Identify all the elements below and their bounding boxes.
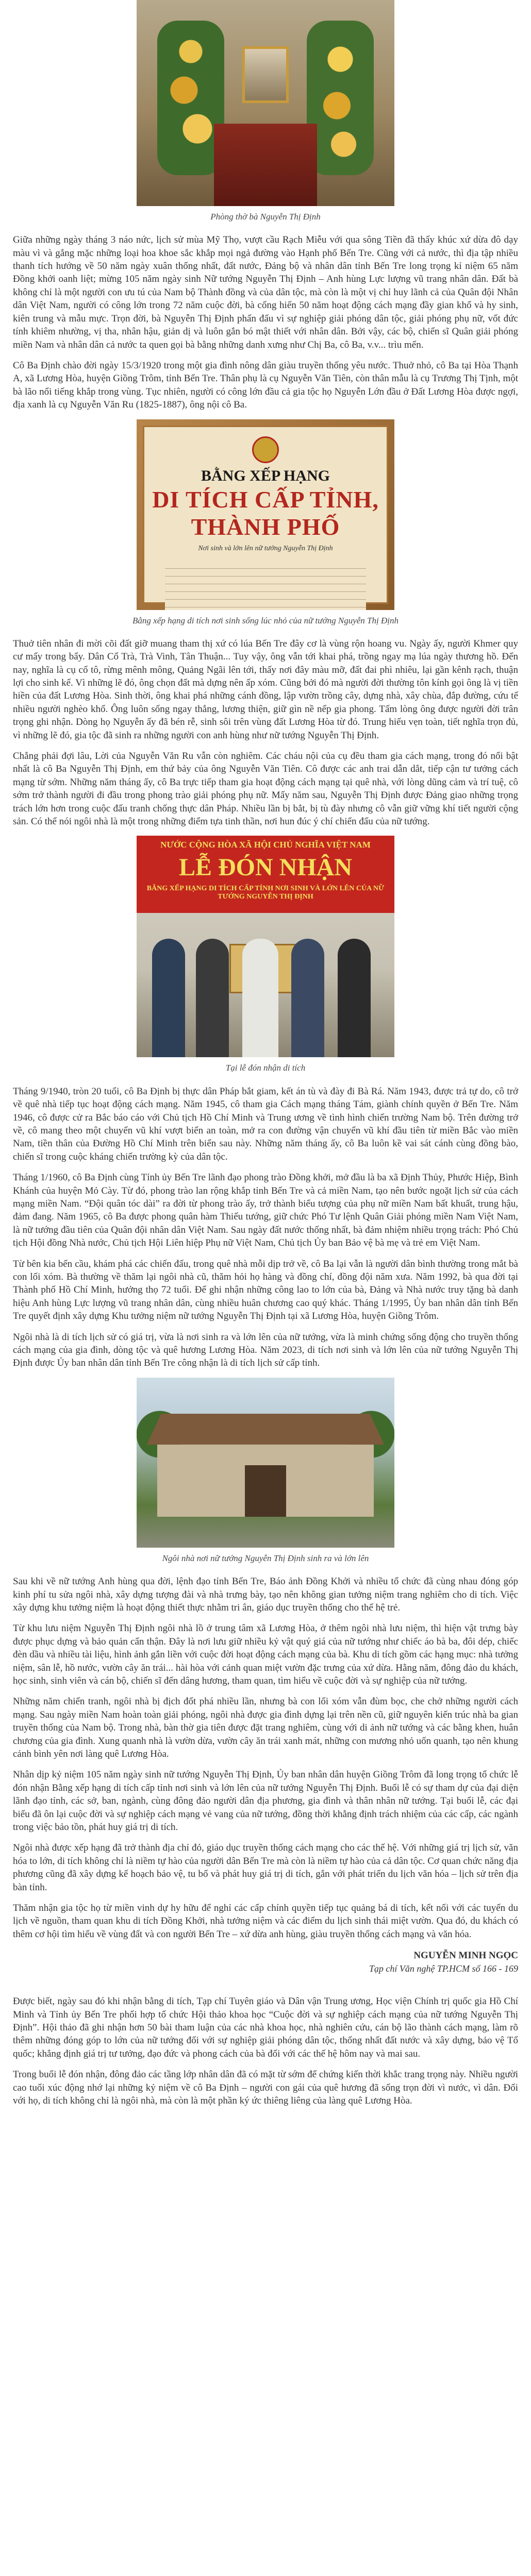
- paragraph-5: Tháng 9/1940, tròn 20 tuổi, cô Ba Định bị thực dân Pháp bắt giam, kết án tù và đày đi Bà Rá. Năm 1943, được trả tự do, cô trở về quê nhà tiếp tục hoạt động cách mạng. Năm 1945, cô tham gia Cách mạng tháng Tám, giành chính quyền ở Bến Tre. Năm 1946, cô được cử ra Bắc báo cáo với Chủ tịch Hồ Chí Minh và Trung ương về tình hình chiến trường Nam bộ. Trên đường trở về, cô mang theo một chuyến vũ khí vượt biển an toàn, mở ra con đường vận chuyển vũ khí đầu tiên từ miền Bắc vào miền Nam, tiền thân của Đường Hồ Chí Minh trên biển sau này. Những năm tháng ấy, cô Ba luôn kề vai sát cánh cùng đồng bào, chiến sĩ trong cuộc kháng chiến trường kỳ của dân tộc.: [13, 1086, 518, 1162]
- paragraph-15: Được biết, ngày sau đó khi nhận bằng di tích, Tạp chí Tuyên giáo và Dân vận Trung ương, Học viện Chính trị quốc gia Hồ Chí Minh và Tỉnh ủy Bến Tre phối hợp tổ chức Hội thảo khoa học “Cuộc đời và sự nghiệp cách mạng của nữ tướng Nguyễn Thị Định”. Hội thảo đã ghi nhận hơn 50 bài tham luận của các nhà khoa học, nhà nghiên cứu, cán bộ lão thành cách mạng, làm rõ thêm những đóng góp to lớn của nữ tướng đối với sự nghiệp giải phóng dân tộc, thống nhất đất nước và xây dựng, bảo vệ Tổ quốc; khẳng định giá trị tư tưởng, đạo đức và phong cách của bà đối với các thế hệ hôm nay và mai sau.: [13, 1996, 518, 2059]
- paragraph-11: Những năm chiến tranh, ngôi nhà bị địch đốt phá nhiều lần, nhưng bà con lối xóm vẫn đùm bọc, che chở những người cách mạng. Sau ngày miền Nam hoàn toàn giải phóng, ngôi nhà được gia đình dựng lại trên nền cũ, giữ nguyên kiến trúc nhà ba gian truyền thống của Nam bộ. Trong nhà, bàn thờ gia tiên được đặt trang nghiêm, cùng với di ảnh nữ tướng và các bằng khen, huân chương của gia đình. Xung quanh nhà là vườn dừa, vườn cây ăn trái xanh mát, những con mương nhỏ uốn quanh, tạo nên khung cảnh bình yên nơi làng quê Lương Hòa.: [13, 1696, 518, 1759]
- portrait-frame: [242, 46, 289, 103]
- paragraph-2: Cô Ba Định chào đời ngày 15/3/1920 trong một gia đình nông dân giàu truyền thống yêu nước. Thuở nhỏ, cô Ba tại Hòa Thạnh A, xã Lương Hòa, huyện Giồng Trôm, tỉnh Bến Tre. Thân phụ là cụ Nguyễn Văn Tiên, còn thân mẫu là cụ Trương Thị Tịnh, một bà lão nổi tiếng khắp trong vùng. Tục nhiên, người có công lớn đầu cả gia tộc họ Nguyễn Lớn đầu ở Đất Lương Hòa được ngợi, địa xanh là cụ Nguyễn Văn Ru (1825-1887), ông nội cô Ba.: [13, 360, 518, 411]
- photo-caption-4: Ngôi nhà nơi nữ tướng Nguyễn Thị Định sinh ra và lớn lên: [162, 1553, 369, 1563]
- banner-title: LỄ ĐÓN NHẬN: [178, 854, 353, 882]
- paragraph-14: Thăm nhận gia tộc họ từ miền vinh dự hy hữu để nghỉ các cấp chính quyền tiếp tục quảng bá di tích, kết nối với các tuyến du lịch về nguồn, tham quan khu di tích Đồng Khởi, nhà tưởng niệm và các điểm du lịch sinh thái miệt vườn. Qua đó, du khách có thêm cơ hội tìm hiểu về vùng đất và con người Bến Tre – xứ dừa anh hùng, giàu truyền thống cách mạng và văn hóa.: [13, 1903, 518, 1940]
- national-emblem-icon: [252, 436, 279, 463]
- paragraph-3: Thuở tiên nhân đi mời cõi đất giỡ muang tham thị xứ có lúa Bến Tre đây cơ là vùng rộn hoang vu. Ngày ấy, người Khmer quy cư mấy trong bẩy. Dân Cổ Trà, Trà Vinh, Tân Thuận... Tuy vậy, ông vẫn tới khai phá, trồng ngay mạ lúa ngày thương hồ. Đến nay, nghĩa là cụ cố tô, rừng mênh mông, Quảng Ngãi lên tới, thấy nơi đây màu mỡ, đất đai phì nhiêu, lại gần kênh rạch, thuận lợi cho sinh kế. Vì những lẽ đó, ông chọn đất mà dựng nên ấp xóm. Cũng bởi đó mà người đời thường tôn kính gọi ông là vị tiền hiền của đất Lương Hòa. Sinh thời, ông khai phá những cánh đồng, lập vườn trồng cây, dựng nhà, xây chùa, đắp đường, cứu tế nhiều người nghèo khổ. Ông luôn sống ngay thẳng, lương thiện, giữ gìn nề nếp gia phong. Tấm lòng ông được người đời trân trọng ghi nhận. Dòng họ Nguyễn ấy đã bén rễ, sinh sôi trên vùng đất Lương Hòa từ đó. Trung hiếu vẹn toàn, tiết nghĩa trọn đủ, vì những lẽ đó, gia tộc đã sinh ra những người con anh hùng như nữ tướng Nguyễn Thị Định.: [13, 638, 518, 741]
- certificate: [143, 426, 388, 604]
- paragraph-13: Ngôi nhà được xếp hạng đã trở thành địa chỉ đỏ, giáo dục truyền thống cách mạng cho các thế hệ. Với những giá trị lịch sử, văn hóa to lớn, di tích không chỉ là niềm tự hào của người dân Bến Tre mà còn là niềm tự hào của cả dân tộc. Cơ quan chức năng địa phương cũng đã xây dựng kế hoạch bảo vệ, tu bổ và phát huy giá trị di tích, gắn với phát triển du lịch văn hóa – lịch sử trên địa bàn tỉnh.: [13, 1842, 518, 1893]
- certificate-title: BẰNG XẾP HẠNG: [201, 467, 330, 484]
- person: [152, 939, 185, 1057]
- paragraph-16: Trong buổi lễ đón nhận, đông đảo các tầng lớp nhân dân đã có mặt từ sớm để chứng kiến thời khắc trang trọng này. Nhiều người cao tuổi xúc động nhớ lại những kỷ niệm về cô Ba Định – người con gái của quê hương đã sống trọn đời vì nước, vì dân. Đối với họ, di tích không chỉ là ngôi nhà, mà còn là một phần ký ức thiêng liêng của làng quê Lương Hòa.: [13, 2069, 518, 2107]
- photo-ceremony: [137, 836, 394, 1057]
- photo-altar: [137, 0, 394, 206]
- banner-subtitle: BẰNG XẾP HẠNG DI TÍCH CẤP TỈNH NƠI SINH VÀ LỚN LÊN CỦA NỮ TƯỚNG NGUYỄN THỊ ĐỊNH: [146, 885, 385, 901]
- house-door: [245, 1465, 286, 1517]
- certificate-subtitle: Nơi sinh và lớn lên nữ tướng Nguyễn Thị Định: [198, 544, 333, 552]
- photo-certificate: [137, 419, 394, 610]
- house-roof: [147, 1414, 384, 1445]
- author-name: NGUYỄN MINH NGỌC: [413, 1950, 518, 1961]
- person: [242, 939, 278, 1057]
- photo-caption-2: Bằng xếp hạng di tích nơi sinh sống lúc nhỏ của nữ tướng Nguyễn Thị Định: [132, 615, 399, 625]
- paragraph-1: Giữa những ngày tháng 3 náo nức, lịch sử mùa Mỹ Thọ, vượt cầu Rạch Miễu với qua sông Tiền đã thấy khúc xứ dừa đô dạy màu vì và gắng mặc những loại hoa khoe sắc khắp mọi ngả đường vào Hạnh phố Bến Tre. Cũng với cả nước, thì địa tập nhiều thanh tích hướng về 50 năm ngày xuân thống nhất, đất nước, Đảng bộ và nhân dân tỉnh Bến Tre long trọng kỉ niệm 65 năm Đồng khởi oanh liệt; mừng 105 năm ngày sinh Nữ tướng Nguyễn Thị Định – Anh hùng Lực lượng vũ trang nhân dân. Đất bà không chỉ là một người con ưu tú của Nam bộ Thành đồng và của dân tộc, mà còn là một vị chỉ huy lãnh cả của Quân đội Nhân dân Việt Nam, người có công lớn trong 72 năm cuộc đời, bà cống hiến 50 năm hoạt động cách mạng đầy gian khổ và hy sinh, kiên trung và mẫu mực. Trọn đời, bà Nguyễn Thị Định phấn đấu vì sự nghiệp giải phóng dân tộc, giải phóng phụ nữ, vốt đức tính khiêm nhường, vị tha, nhân hậu, giản dị và luôn gắn bó mật thiết với nhân dân. Bởi vậy, các bộ, chiến sĩ Quân giải phóng miền Nam và nhân dân cả nước ta quen gọi bà bằng những danh xưng như Chị Ba, cô Ba, v.v... trìu mến.: [13, 234, 518, 350]
- paragraph-4: Chẳng phải đợi lâu, Lời của Nguyễn Văn Ru vẫn còn nghiêm. Các cháu nội của cụ đều tham gia cách mạng, trong đó nổi bật nhất là cô Ba Nguyễn Thị Định, em thứ bảy của ông Nguyễn Văn Tiên. Cô được các anh trai dẫn dắt, tiếp cận tư tưởng cách mạng từ sớm. Những năm tháng ấy, cô Ba trực tiếp tham gia hoạt động cách mạng tại quê nhà, với lòng dũng cảm và trí tuệ, cô sớm trở thành người đi đầu trong phong trào giải phóng phụ nữ. Mấy năm sau, Nguyễn Thị Định được Đảng giao những trọng trách lớn hơn trong cuộc đấu tranh chống thực dân Pháp. Nhiều lần bị bắt, bị tù đày nhưng cô vẫn giữ vững khí tiết người cộng sản. Có thể nói ngôi nhà là một trong những điểm tựa tinh thần, nơi hun đúc ý chí chiến đấu của nữ tướng.: [13, 751, 518, 827]
- paragraph-8: Ngôi nhà là di tích lịch sử có giá trị, vừa là nơi sinh ra và lớn lên của nữ tướng, vừa là minh chứng sống động cho truyền thống cách mạng của gia đình, dòng tộc và quê hương Lương Hòa. Năm 2023, di tích nơi sinh và lớn lên của nữ tướng Nguyễn Thị Định được Ủy ban nhân dân tỉnh Bến Tre công nhận là di tích lịch sử cấp tỉnh.: [13, 1331, 518, 1369]
- banner-top: NƯỚC CỘNG HÒA XÃ HỘI CHỦ NGHĨA VIỆT NAM: [160, 840, 371, 850]
- paragraph-7: Từ bên kia bến cầu, khám phá các chiến đấu, trong quê nhà mỗi dịp trở về, cô Ba lại vẫn là người dân bình thường trong mắt bà con lối xóm. Bà thường về thăm lại ngôi nhà cũ, thăm hỏi họ hàng và đồng chí, đồng đội năm xưa. Năm 1992, bà qua đời tại Thành phố Hồ Chí Minh, hưởng thọ 72 tuổi. Để ghi nhận những công lao to lớn của bà, Đảng và Nhà nước truy tặng bà danh hiệu Anh hùng Lực lượng vũ trang nhân dân, cùng nhiều huân chương cao quý khác. Tháng 1/1995, Ủy ban nhân dân tỉnh Bến Tre quyết định xây dựng Khu tưởng niệm nữ tướng Nguyễn Thị Định tại xã Lương Hòa, huyện Giồng Trôm.: [13, 1258, 518, 1322]
- photo-caption-3: Tại lễ đón nhận di tích: [225, 1063, 306, 1073]
- person: [291, 939, 324, 1057]
- altar-table: [214, 124, 317, 206]
- person: [338, 939, 371, 1057]
- photo-house: [137, 1378, 394, 1548]
- article: [13, 0, 518, 2115]
- ceremony-banner: [137, 836, 394, 913]
- paragraph-12: Nhân dịp kỷ niệm 105 năm ngày sinh nữ tướng Nguyễn Thị Định, Ủy ban nhân dân huyện Giồng Trôm đã long trọng tổ chức lễ đón nhận Bằng xếp hạng di tích cấp tỉnh nơi sinh và lớn lên của nữ tướng Nguyễn Thị Định. Buổi lễ có sự tham dự của đại diện lãnh đạo tỉnh, các sở, ban, ngành, cùng đông đảo người dân địa phương, gia đình và thân nhân nữ tướng. Tại buổi lễ, các đại biểu đã ôn lại cuộc đời và sự nghiệp cách mạng vẻ vang của nữ tướng, đồng thời khẳng định trách nhiệm của các cấp, các ngành trong việc bảo tồn, phát huy giá trị di tích.: [13, 1769, 518, 1833]
- paragraph-6: Tháng 1/1960, cô Ba Định cùng Tỉnh ủy Bến Tre lãnh đạo phong trào Đồng khởi, mở đầu là ba xã Định Thủy, Phước Hiệp, Bình Khánh của huyện Mỏ Cày. Từ đó, phong trào lan rộng khắp tỉnh Bến Tre và cả miền Nam, tạo nên bước ngoặt lịch sử của cách mạng miền Nam. “Đội quân tóc dài” ra đời từ phong trào ấy, trở thành biểu tượng của phụ nữ miền Nam bất khuất, trung hậu, đảm đang. Năm 1965, cô Ba được phong quân hàm Thiếu tướng, giữ chức Phó Tư lệnh Quân Giải phóng miền Nam Việt Nam, là nữ tướng đầu tiên của Quân đội nhân dân Việt Nam. Sau ngày đất nước thống nhất, bà đảm nhiệm nhiều trọng trách: Phó Chủ tịch Hội đồng Nhà nước, Chủ tịch Hội Liên hiệp Phụ nữ Việt Nam, Chủ tịch Ủy ban Bảo vệ bà mẹ và trẻ em Việt Nam.: [13, 1172, 518, 1249]
- paragraph-9: Sau khi về nữ tướng Anh hùng qua đời, lệnh đạo tỉnh Bến Tre, Báo ảnh Đồng Khởi và nhiều tổ chức đã cùng nhau đóng góp kinh phí tu sửa ngôi nhà, xây dựng tượng đài và nhà trưng bày, tạo nên không gian tưởng niệm trang nghiêm cho di tích. Việc xây dựng khu tưởng niệm là hoạt động thiết thực nhằm tri ân, giáo dục truyền thống cho thế hệ trẻ.: [13, 1576, 518, 1613]
- certificate-heading: DI TÍCH CẤP TỈNH, THÀNH PHỐ: [152, 486, 379, 540]
- person: [196, 939, 229, 1057]
- source-note: Tạp chí Văn nghệ TP.HCM số 166 - 169: [369, 1963, 518, 1974]
- certificate-body: [165, 561, 366, 610]
- photo-caption-1: Phòng thờ bà Nguyễn Thị Định: [210, 212, 321, 222]
- paragraph-10: Từ khu lưu niệm Nguyễn Thị Định ngôi nhà lồ ở trung tâm xã Lương Hòa, ở thêm ngôi nhà lưu niệm, thì hiện vật trưng bày được phục dựng và bảo quản cẩn thận. Đây là nơi lưu giữ nhiều kỷ vật quý giá của nữ tướng như chiếc áo bà ba, đôi dép, chiếc đèn dầu và nhiều tài liệu, hình ảnh gắn liền với cuộc đời hoạt động cách mạng của bà. Khu di tích gồm các hạng mục: nhà tưởng niệm, sân lễ, hồ nước, vườn cây ăn trái... hài hòa với cảnh quan miệt vườn đặc trưng của xứ dừa. Hằng năm, đông đảo du khách, học sinh, sinh viên và cán bộ, chiến sĩ đến dâng hương, tham quan, tìm hiểu về cuộc đời và sự nghiệp của nữ tướng.: [13, 1623, 518, 1686]
